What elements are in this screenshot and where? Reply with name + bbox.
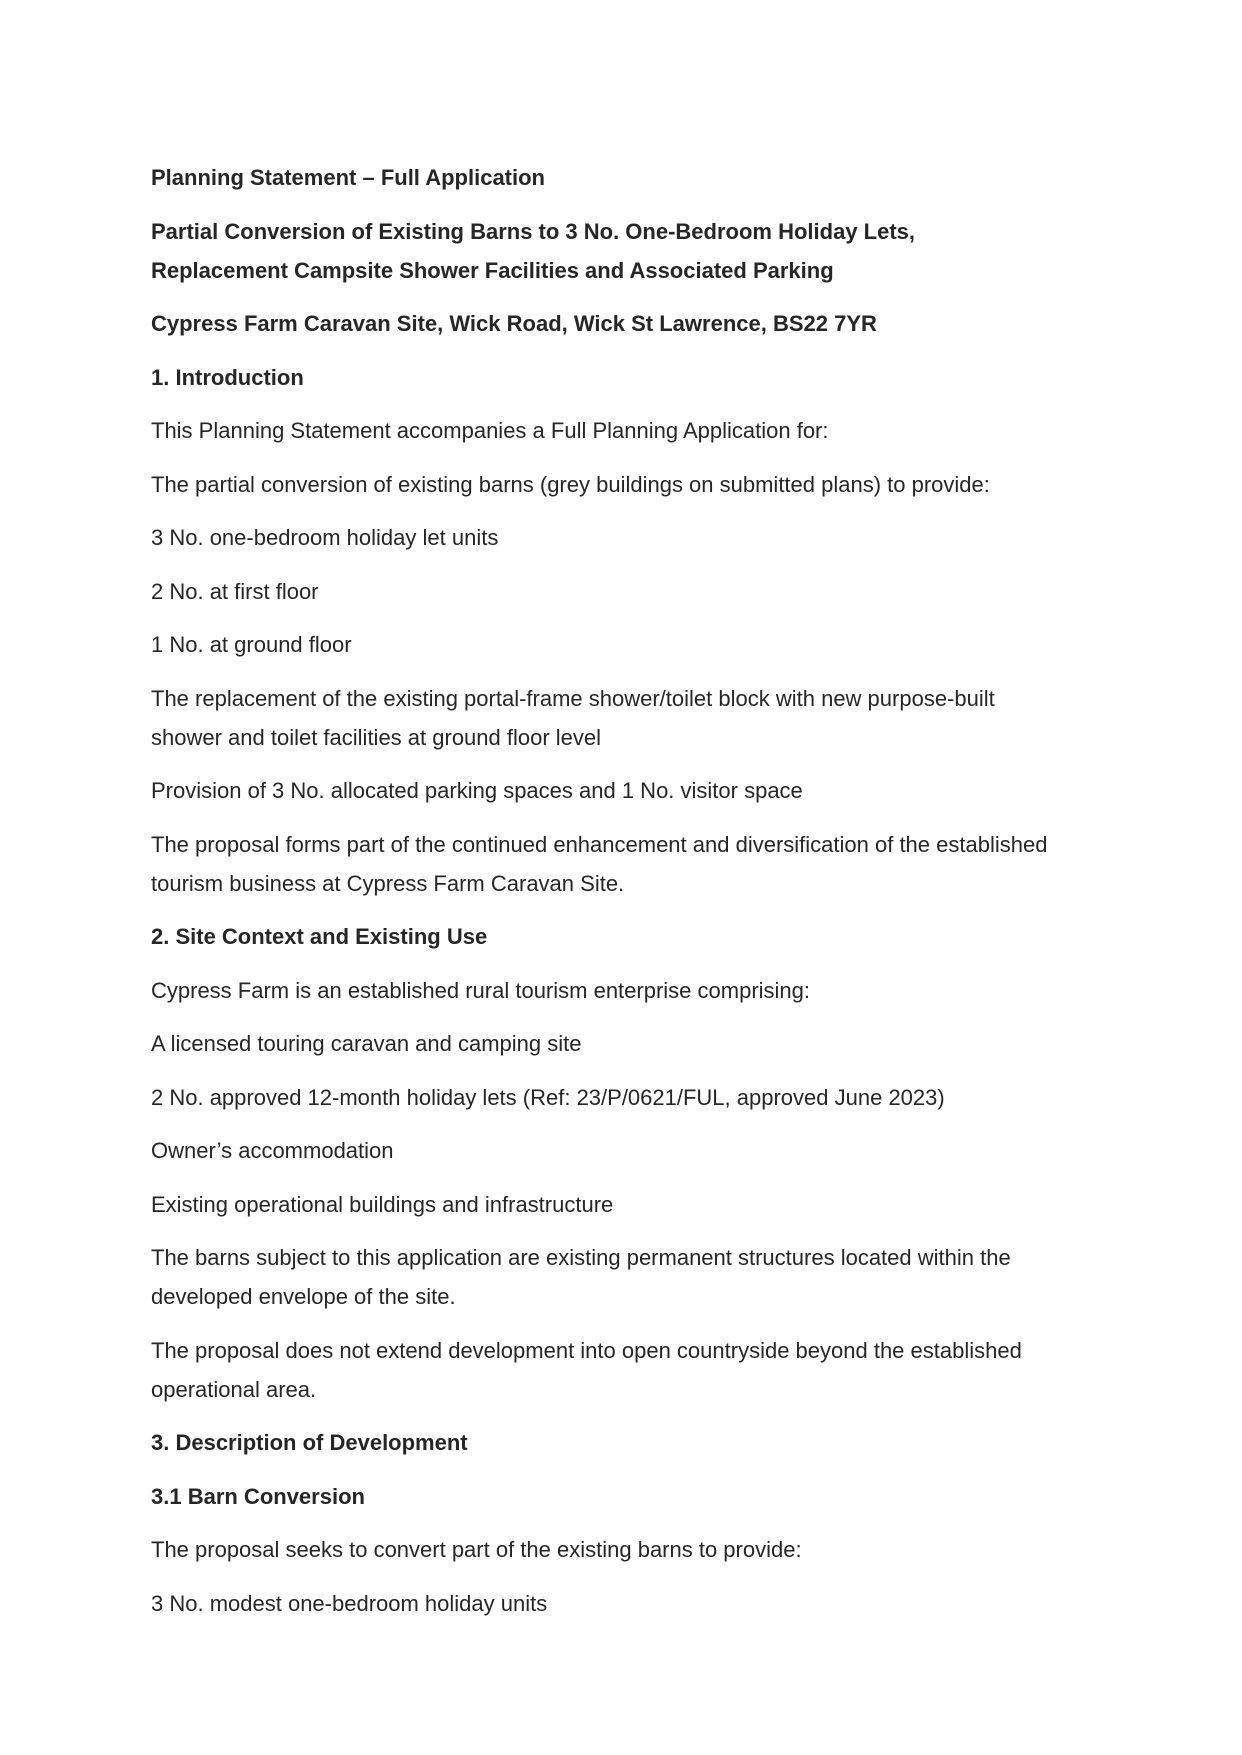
document-title: Planning Statement – Full Application <box>151 165 545 190</box>
paragraph: Existing operational buildings and infrastructure <box>151 1191 614 1217</box>
paragraph: Owner’s accommodation <box>151 1138 394 1163</box>
paragraph: Cypress Farm is an established rural tourism enterprise comprising: <box>151 977 811 1003</box>
paragraph: 2 No. approved 12-month holiday lets (Ref: 23/P/0621/FUL, approved June 2023) <box>151 1084 945 1110</box>
paragraph-line: The proposal does not extend development into open countryside beyond the established <box>151 1337 1022 1363</box>
paragraph-line: tourism business at Cypress Farm Caravan Site. <box>151 870 625 896</box>
paragraph-line: shower and toilet facilities at ground floor level <box>151 724 602 750</box>
paragraph-line: The replacement of the existing portal-frame shower/toilet block with new purpose-built <box>151 685 995 711</box>
paragraph-line: developed envelope of the site. <box>151 1284 456 1309</box>
paragraph: 3 No. modest one-bedroom holiday units <box>151 1590 548 1616</box>
paragraph: 1 No. at ground floor <box>151 632 352 657</box>
document-subtitle <box>151 212 1111 290</box>
paragraph: 3 No. one-bedroom holiday let units <box>151 525 499 550</box>
paragraph: A licensed touring caravan and camping site <box>151 1031 582 1056</box>
paragraph: Provision of 3 No. allocated parking spaces and 1 No. visitor space <box>151 778 803 803</box>
subtitle-line-1: Partial Conversion of Existing Barns to 3 No. One-Bedroom Holiday Lets, <box>151 218 916 244</box>
section-heading-site-context: 2. Site Context and Existing Use <box>151 924 488 949</box>
paragraph: This Planning Statement accompanies a Full Planning Application for: <box>151 418 829 443</box>
site-address: Cypress Farm Caravan Site, Wick Road, Wick St Lawrence, BS22 7YR <box>151 311 877 336</box>
document-body <box>151 158 1111 1637</box>
paragraph <box>151 1238 1111 1316</box>
paragraph-line: The barns subject to this application are existing permanent structures located within the <box>151 1245 1011 1270</box>
paragraph: The proposal seeks to convert part of the existing barns to provide: <box>151 1537 802 1562</box>
paragraph <box>151 825 1111 903</box>
section-heading-introduction: 1. Introduction <box>151 364 304 390</box>
paragraph: The partial conversion of existing barns (grey buildings on submitted plans) to provide: <box>151 471 990 497</box>
subsection-heading-barn-conversion: 3.1 Barn Conversion <box>151 1483 365 1509</box>
subtitle-line-2: Replacement Campsite Shower Facilities and Associated Parking <box>151 257 834 283</box>
paragraph <box>151 679 1111 757</box>
section-heading-description: 3. Description of Development <box>151 1430 468 1455</box>
paragraph: 2 No. at first floor <box>151 578 319 604</box>
paragraph-line: operational area. <box>151 1376 317 1402</box>
paragraph-line: The proposal forms part of the continued enhancement and diversification of the established <box>151 831 1048 857</box>
paragraph <box>151 1331 1111 1409</box>
